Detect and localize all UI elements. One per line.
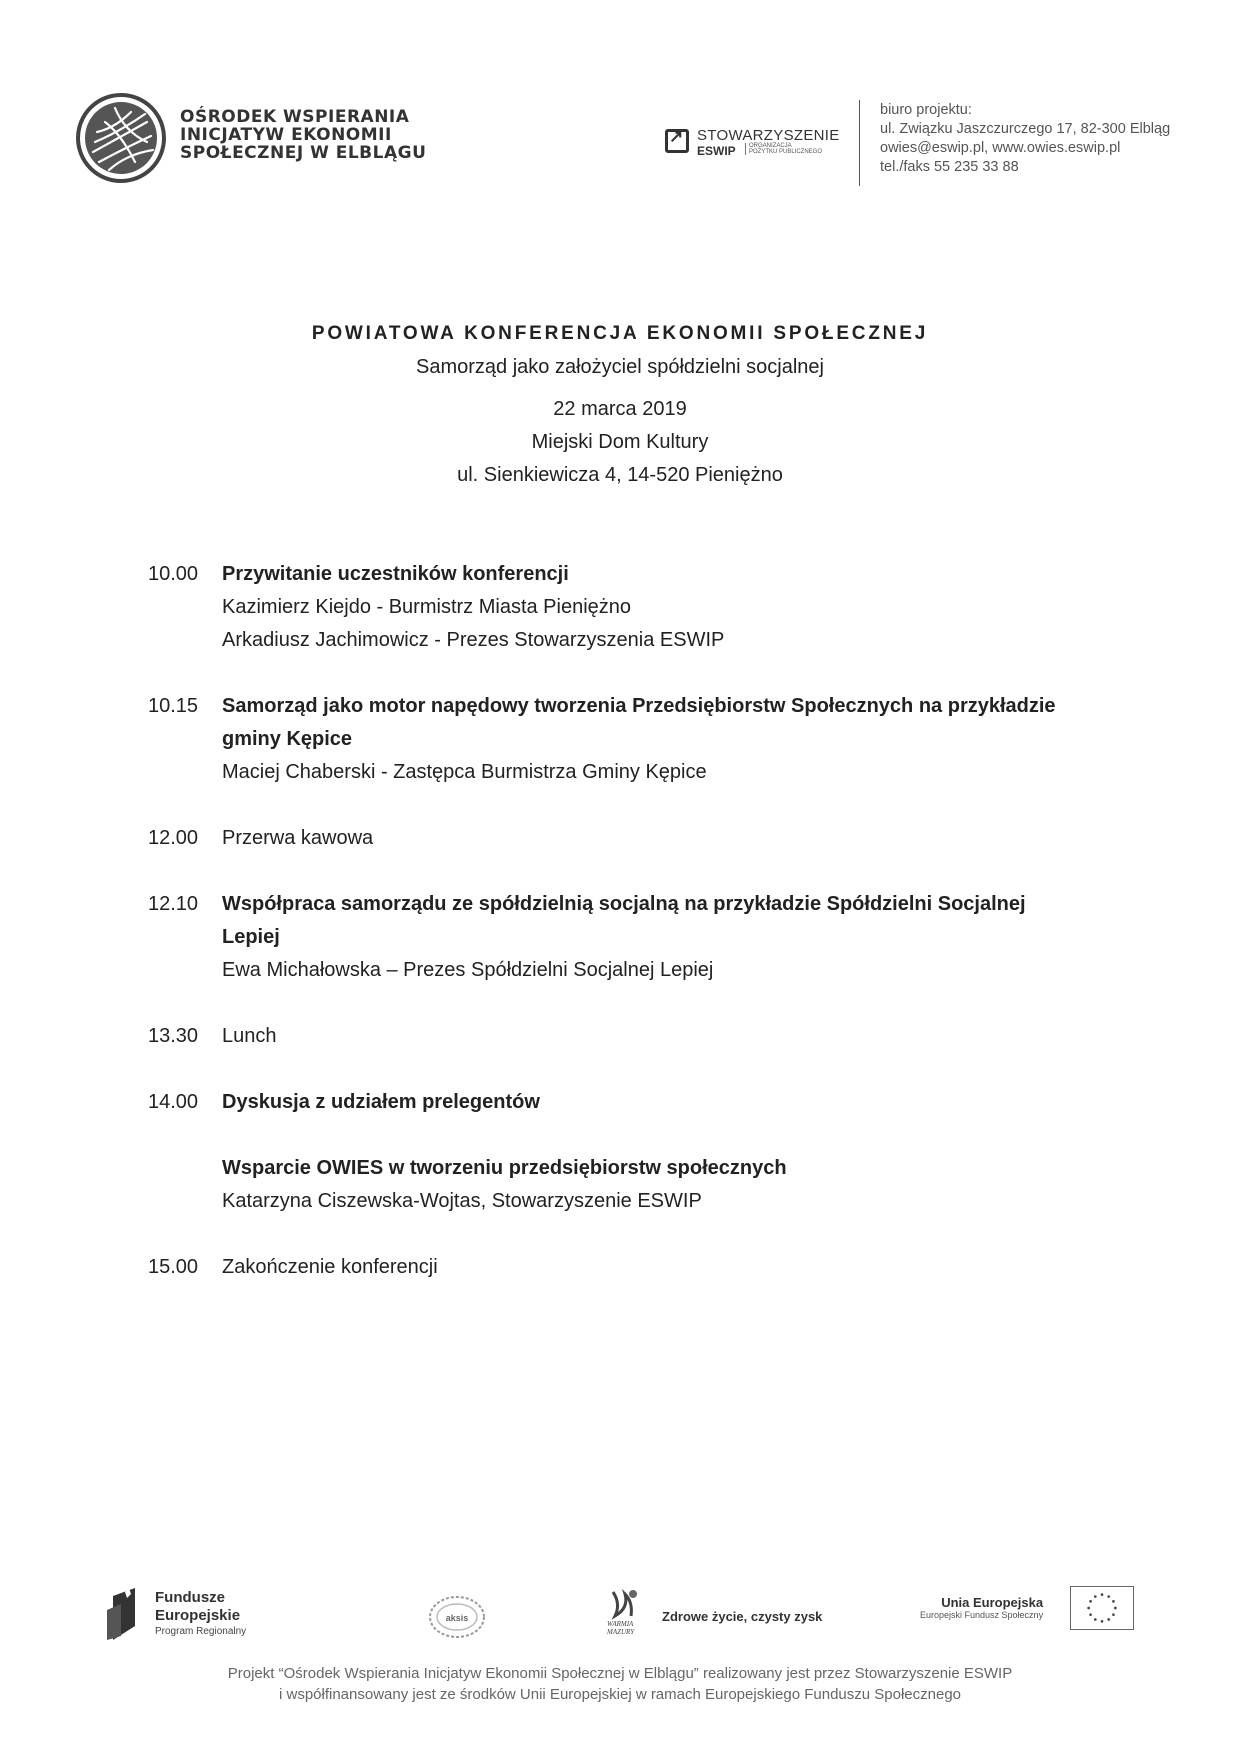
contact-phone: tel./faks 55 235 33 88 [880,159,1019,175]
contact-line: ul. Związku Jaszczurczego 17, 82-300 Elbląg [880,121,1171,137]
owies-logo-icon [75,92,167,184]
agenda-item [148,690,1148,789]
ue-line: Unia Europejska [941,1595,1044,1610]
event-title: POWIATOWA KONFERENCJA EKONOMII SPOŁECZNEJ [311,323,929,344]
agenda-time: 10.00 [148,563,199,585]
agenda-item [148,888,1148,987]
agenda-speaker: Ewa Michałowska – Prezes Spółdzielni Socjalnej Lepiej [222,959,714,981]
agenda-speaker: Maciej Chaberski - Zastępca Burmistrza Gminy Kępice [222,761,707,783]
agenda-time: 12.10 [148,893,199,915]
contact-line: biuro projektu: [880,102,972,118]
contact-info [880,101,1170,177]
agenda-speaker: Katarzyna Ciszewska-Wojtas, Stowarzyszenie ESWIP [222,1190,702,1212]
ue-logo-text [920,1595,1043,1620]
agenda-item [148,1251,1148,1284]
agenda [148,558,1148,1284]
footnote-line: Projekt “Ośrodek Wspierania Inicjatyw Ekonomii Społecznej w Elblągu” realizowany jest przez Stowarzyszenie ESWIP [227,1665,1013,1682]
eswip-subtitle-line: ORGANIZACJA [749,143,792,149]
eswip-subtitle-line: POŻYTKU PUBLICZNEGO [749,149,823,155]
warmia-mazury-icon [605,1586,645,1636]
agenda-subtitle: Wsparcie OWIES w tworzeniu przedsiębiorstw społecznych [222,1157,787,1179]
agenda-text: Zakończenie konferencji [222,1256,438,1278]
owies-logo-line: SPOŁECZNEJ W ELBLĄGU [180,143,427,163]
contact-email-web[interactable]: owies@eswip.pl, www.owies.eswip.pl [880,140,1121,156]
agenda-speaker: Arkadiusz Jachimowicz - Prezes Stowarzyszenia ESWIP [222,629,725,651]
agenda-time: 10.15 [148,695,199,717]
owies-logo-line: OŚRODEK WSPIERANIA [180,107,410,127]
agenda-text: Lunch [222,1025,277,1047]
footnote-line: i współfinansowany jest ze środków Unii Europejskiej w ramach Europejskiego Funduszu Społecznego [278,1686,962,1703]
agenda-time: 12.00 [148,827,199,849]
fe-line: Europejskie [155,1607,241,1624]
event-venue: Miejski Dom Kultury [531,431,709,453]
eswip-name: STOWARZYSZENIE [697,127,840,144]
eswip-subtitle [745,143,822,155]
agenda-title: Lepiej [222,926,280,948]
agenda-item [148,822,1148,855]
owies-logo-text [180,108,426,162]
eu-flag-icon [1070,1586,1134,1630]
agenda-title: Dyskusja z udziałem prelegentów [222,1091,540,1113]
aksis-text: aksis [445,1613,469,1623]
agenda-title: gminy Kępice [222,728,353,750]
agenda-speaker: Kazimierz Kiejdo - Burmistrz Miasta Pieniężno [222,596,632,618]
agenda-title: Przywitanie uczestników konferencji [222,563,569,585]
fe-line: Fundusze [155,1589,225,1606]
project-footnote [0,1663,1240,1705]
ue-fund: Europejski Fundusz Społeczny [920,1610,1044,1620]
agenda-text: Przerwa kawowa [222,827,374,849]
event-subtitle: Samorząd jako założyciel spółdzielni socjalnej [416,356,824,378]
fundusze-europejskie-icon [105,1586,141,1642]
aksis-logo-icon [428,1595,486,1639]
fe-program: Program Regionalny [155,1626,247,1637]
agenda-item [148,1086,1148,1218]
agenda-time: 13.30 [148,1025,199,1047]
event-address: ul. Sienkiewicza 4, 14-520 Pieniężno [457,464,783,486]
header-divider [859,100,860,186]
agenda-title: Samorząd jako motor napędowy tworzenia Przedsiębiorstw Społecznych na przykładzie [222,695,1056,717]
agenda-item [148,1020,1148,1053]
agenda-title: Współpraca samorządu ze spółdzielnią socjalną na przykładzie Spółdzielni Socjalnej [222,893,1026,915]
agenda-time: 15.00 [148,1256,199,1278]
arrow-up-right-icon: ↗ [669,127,684,146]
agenda-time: 14.00 [148,1091,199,1113]
eswip-short: ESWIP [697,144,736,158]
warmia-logo-line: MAZURY [607,1628,635,1636]
agenda-item [148,558,1148,657]
event-date: 22 marca 2019 [553,398,687,420]
owies-logo-line: INICJATYW EKONOMII [180,125,392,145]
warmia-logo-line: WARMIA [607,1620,634,1628]
warmia-slogan: Zdrowe życie, czysty zysk [662,1609,823,1624]
